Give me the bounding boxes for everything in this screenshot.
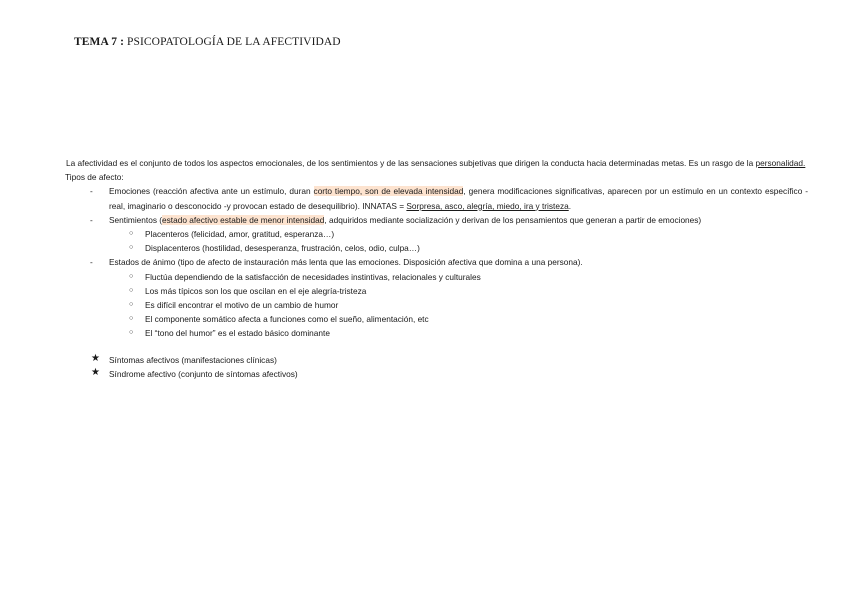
highlight-corto-tiempo: corto tiempo, son de elevada intensidad [313,186,464,197]
star-icon: ★ [91,366,100,378]
star-icon: ★ [91,352,100,364]
title-text: PSICOPATOLOGÍA DE LA AFECTIVIDAD [124,36,341,48]
list-item-estados-animo: - Estados de ánimo (tipo de afecto de instauración más lenta que las emociones. Disposición afectiva que domina a una persona). [34,255,808,269]
sub-list-item: ○ Placenteros (felicidad, amor, gratitud, esperanza…) [34,227,808,241]
dash-marker: - [90,214,93,225]
page-title [74,36,341,48]
sub-list-item: ○ Fluctúa dependiendo de la satisfacción de necesidades instintivas, relacionales y culturales [34,270,808,284]
sub-list-item: ○ Es difícil encontrar el motivo de un cambio de humor [34,298,808,312]
list-item-sentimientos: - Sentimientos (estado afectivo estable de menor intensidad, adquiridos mediante socialización y derivan de los pensamientos que generan a partir de emociones) [34,213,808,227]
sub-list-item: ○ El componente somático afecta a funciones como el sueño, alimentación, etc [34,312,808,326]
list-item-emociones: - Emociones (reacción afectiva ante un estímulo, duran corto tiempo, son de elevada intensidad, genera modificaciones significativas, aparecen por un estímulo en un contexto específico - real, imaginario o desconocido -y provocan estado de desequilibrio). INNATAS = Sorpresa, asco, alegría, miedo, ira y tristeza. [90,186,809,211]
spacer [34,341,808,353]
sub-list-item: ○ Los más típicos son los que oscilan en el eje alegría-tristeza [34,284,808,298]
intro-paragraph: La afectividad es el conjunto de todos los aspectos emocionales, de los sentimientos y de las sensaciones subjetivas que dirigen la conducta hacia determinadas metas. Es un rasgo de la personalidad. [66,158,806,168]
circle-bullet: ○ [129,230,134,238]
document-body [34,156,808,381]
circle-bullet: ○ [129,315,134,323]
sub-list-item: ○ El “tono del humor” es el estado básico dominante [34,326,808,340]
circle-bullet: ○ [129,244,134,252]
personalidad-underlined: personalidad. [755,158,806,168]
circle-bullet: ○ [129,329,134,337]
highlight-estado-afectivo: estado afectivo estable de menor intensidad [162,214,325,225]
star-list-item: ★ Síntomas afectivos (manifestaciones clínicas) [91,352,277,365]
star-list-item: ★ Síndrome afectivo (conjunto de síntomas afectivos) [91,366,298,379]
dash-marker: - [90,186,93,197]
circle-bullet: ○ [129,272,134,280]
circle-bullet: ○ [129,301,134,309]
circle-bullet: ○ [129,286,134,294]
innatas-list: Sorpresa, asco, alegría, miedo, ira y tristeza [406,200,569,211]
tipos-label: Tipos de afecto: [65,172,124,183]
title-number: TEMA 7 : [74,36,124,48]
dash-marker: - [90,257,93,268]
sub-list-item: ○ Displacenteros (hostilidad, desesperanza, frustración, celos, odio, culpa…) [34,241,808,255]
